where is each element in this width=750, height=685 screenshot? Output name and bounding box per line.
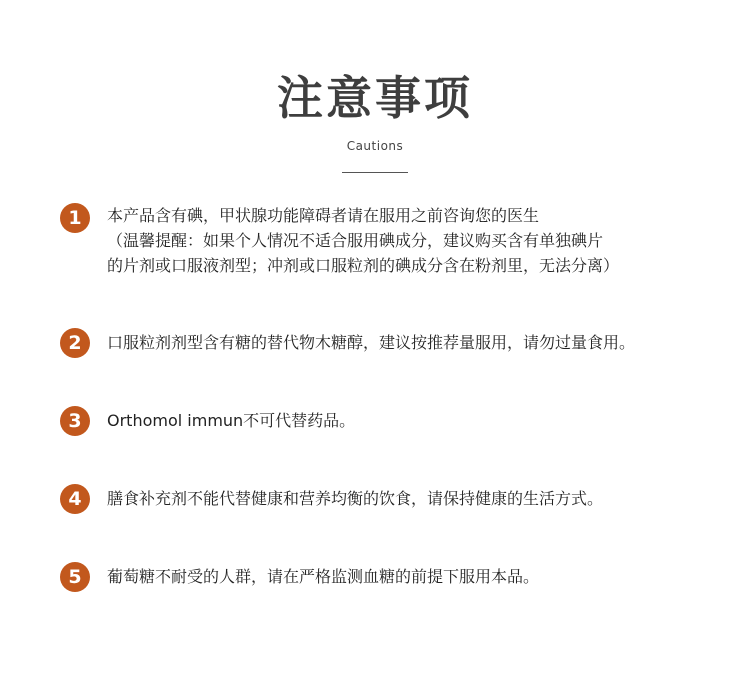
title-divider <box>342 172 408 173</box>
caution-line: 口服粒剂剂型含有糖的替代物木糖醇，建议按推荐量服用，请勿过量食用。 <box>107 333 636 352</box>
caution-line: 膳食补充剂不能代替健康和营养均衡的饮食，请保持健康的生活方式。 <box>107 489 604 508</box>
caution-line: （温馨提醒：如果个人情况不适合服用碘成分，建议购买含有单独碘片 <box>107 231 604 250</box>
page-title: 注意事项 <box>277 71 473 125</box>
number-badge-1: 1 <box>60 203 90 233</box>
caution-line: 葡萄糖不耐受的人群，请在严格监测血糖的前提下服用本品。 <box>107 567 540 586</box>
caution-line: 的片剂或口服液剂型；冲剂或口服粒剂的碘成分含在粉剂里，无法分离） <box>107 256 620 275</box>
caution-text-2 <box>107 330 707 355</box>
caution-text-1 <box>107 203 707 278</box>
number-badge-3: 3 <box>60 406 90 436</box>
number-badge-2: 2 <box>60 328 90 358</box>
caution-text-5 <box>107 564 707 589</box>
number-badge-4: 4 <box>60 484 90 514</box>
caution-text-3 <box>107 408 707 433</box>
page-subtitle: Cautions <box>346 139 404 153</box>
caution-line: 本产品含有碘，甲状腺功能障碍者请在服用之前咨询您的医生 <box>107 206 540 225</box>
caution-line: Orthomol immun不可代替药品。 <box>107 411 356 430</box>
number-badge-5: 5 <box>60 562 90 592</box>
caution-text-4 <box>107 486 707 511</box>
